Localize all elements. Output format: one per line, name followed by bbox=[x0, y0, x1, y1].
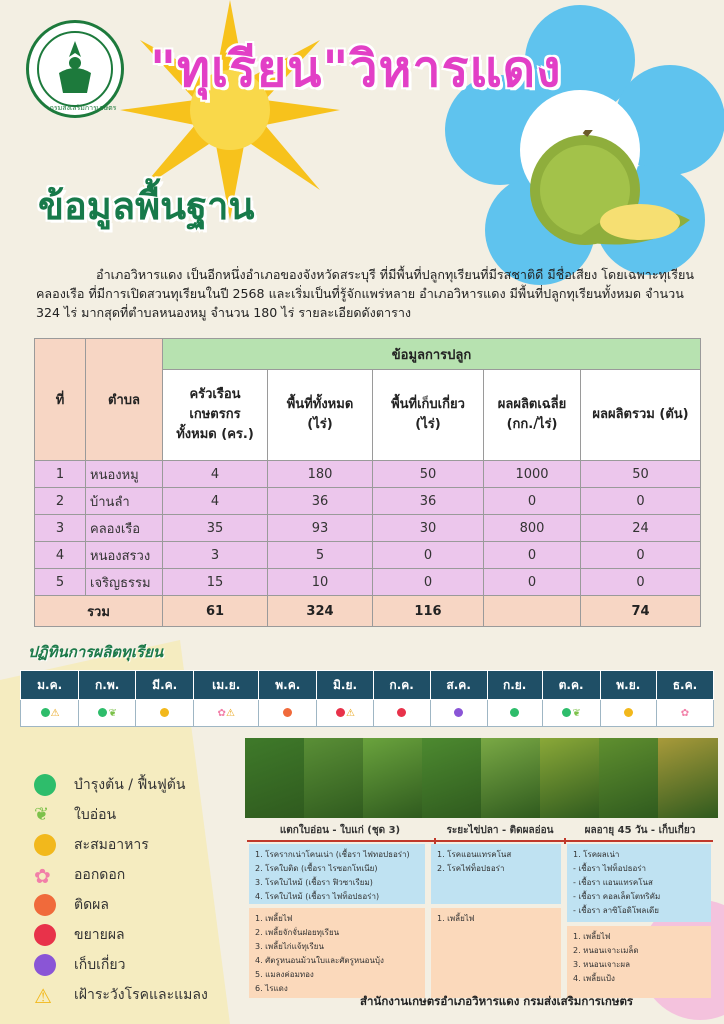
legend-item bbox=[34, 770, 244, 800]
legend-item bbox=[34, 950, 244, 980]
pests-stage1 bbox=[249, 908, 425, 998]
stage-list-item: 1. เพลี้ยไฟ bbox=[437, 914, 475, 923]
cell-tambon: คลองเรือ bbox=[86, 515, 163, 542]
legend-label: ใบอ่อน bbox=[74, 807, 117, 823]
planting-data-table bbox=[34, 338, 701, 627]
stage-dot-icon bbox=[336, 708, 345, 717]
calendar-month: พ.ย. bbox=[600, 671, 656, 700]
stage-list-item: 6. ไรแดง bbox=[255, 984, 288, 993]
red-dot-icon bbox=[34, 924, 56, 946]
durian-stage-photo bbox=[363, 738, 423, 818]
leaf-icon: ❦ bbox=[34, 804, 50, 825]
cell-harvest: 0 bbox=[373, 569, 484, 596]
cell-harvest: 30 bbox=[373, 515, 484, 542]
cell-tambon: บ้านลำ bbox=[86, 488, 163, 515]
stage-dot-icon bbox=[283, 708, 292, 717]
table-row bbox=[35, 569, 701, 596]
legend-item bbox=[34, 860, 244, 890]
cell-no: 1 bbox=[35, 461, 86, 488]
col-header-harvest: พื้นที่เก็บเกี่ยว (ไร่) bbox=[373, 370, 484, 461]
diseases-stage2 bbox=[431, 844, 561, 904]
cell-total: 0 bbox=[581, 542, 701, 569]
green-dot-icon bbox=[34, 774, 56, 796]
calendar-cell bbox=[317, 700, 373, 727]
cell-households: 4 bbox=[163, 461, 268, 488]
cell-tambon: หนองหมู bbox=[86, 461, 163, 488]
table-row bbox=[35, 488, 701, 515]
col-header-no: ที่ bbox=[35, 339, 86, 461]
stage-list-item: 2. โรคใบติด (เชื้อรา ไรซอกโทเนีย) bbox=[255, 864, 378, 873]
durian-stage-photo bbox=[304, 738, 364, 818]
flower-icon: ✿ bbox=[680, 707, 690, 719]
stage-list-item: - เชื้อรา ไฟท็อปธอร่า bbox=[573, 864, 647, 873]
stage-list-item: 1. เพลี้ยไฟ bbox=[255, 914, 293, 923]
stage-list-item: 3. หนอนเจาะผล bbox=[573, 960, 630, 969]
cell-total: 24 bbox=[581, 515, 701, 542]
durian-stage-photo bbox=[481, 738, 541, 818]
stage3-header: ผลอายุ 45 วัน - เก็บเกี่ยว bbox=[584, 824, 696, 836]
legend-label: เก็บเกี่ยว bbox=[74, 957, 126, 973]
durian-stage-photo bbox=[422, 738, 482, 818]
cell-total: 50 bbox=[581, 461, 701, 488]
durian-stage-photo bbox=[540, 738, 600, 818]
group-header: ข้อมูลการปลูก bbox=[163, 339, 701, 370]
calendar-cell bbox=[79, 700, 136, 727]
calendar-legend bbox=[34, 770, 244, 1010]
section-subtitle: ข้อมูลพื้นฐาน bbox=[38, 184, 255, 228]
stage-list-item: 1. โรคแอนแทรคโนส bbox=[437, 850, 512, 859]
cell-households: 4 bbox=[163, 488, 268, 515]
calendar-month: พ.ค. bbox=[259, 671, 317, 700]
total-area: 324 bbox=[268, 596, 373, 627]
stage-dot-icon bbox=[41, 708, 50, 717]
warning-icon: ⚠ bbox=[50, 707, 60, 719]
calendar-month: มี.ค. bbox=[136, 671, 194, 700]
warning-icon: ⚠ bbox=[346, 707, 356, 719]
stage-list-item: - เชื้อรา ลาซิโอดิโพลเดีย bbox=[573, 906, 659, 915]
diseases-stage1 bbox=[249, 844, 425, 904]
cell-tambon: หนองสรวง bbox=[86, 542, 163, 569]
page-title: "ทุเรียน"วิหารแดง bbox=[150, 40, 562, 98]
legend-item bbox=[34, 920, 244, 950]
cell-yield: 0 bbox=[484, 542, 581, 569]
calendar-month: ก.ย. bbox=[487, 671, 542, 700]
calendar-month: ส.ค. bbox=[430, 671, 487, 700]
cell-yield: 1000 bbox=[484, 461, 581, 488]
cell-tambon: เจริญธรรม bbox=[86, 569, 163, 596]
stage1-header: แตกใบอ่อน - ใบแก่ (ชุด 3) bbox=[279, 824, 401, 836]
stage-dot-icon bbox=[454, 708, 463, 717]
flower-icon: ✿ bbox=[217, 707, 226, 719]
calendar-cell bbox=[487, 700, 542, 727]
cell-no: 3 bbox=[35, 515, 86, 542]
cell-households: 3 bbox=[163, 542, 268, 569]
col-header-area: พื้นที่ทั้งหมด (ไร่) bbox=[268, 370, 373, 461]
calendar-cell bbox=[373, 700, 430, 727]
warning-icon: ⚠ bbox=[225, 707, 235, 719]
cell-yield: 800 bbox=[484, 515, 581, 542]
cell-no: 4 bbox=[35, 542, 86, 569]
calendar-cell bbox=[259, 700, 317, 727]
cell-harvest: 50 bbox=[373, 461, 484, 488]
calendar-month: ก.พ. bbox=[79, 671, 136, 700]
calendar-month: ธ.ค. bbox=[656, 671, 713, 700]
table-total-row bbox=[35, 596, 701, 627]
orange-dot-icon bbox=[34, 894, 56, 916]
cell-area: 180 bbox=[268, 461, 373, 488]
durian-stage-photo bbox=[245, 738, 305, 818]
legend-label: สะสมอาหาร bbox=[74, 837, 149, 853]
stage-list-item: - เชื้อรา แอนแทรคโนส bbox=[573, 878, 653, 887]
table-row bbox=[35, 542, 701, 569]
warning-icon: ⚠ bbox=[34, 984, 52, 1008]
cell-area: 5 bbox=[268, 542, 373, 569]
col-header-yield: ผลผลิตเฉลี่ย (กก./ไร่) bbox=[484, 370, 581, 461]
deity-icon bbox=[39, 33, 111, 105]
table-row bbox=[35, 461, 701, 488]
logo-emblem bbox=[37, 31, 113, 107]
stage-list-item: 1. โรคผลเน่า bbox=[573, 850, 620, 859]
stage-panel bbox=[245, 818, 715, 1008]
leaf-icon: ❦ bbox=[108, 707, 117, 719]
cell-harvest: 36 bbox=[373, 488, 484, 515]
stage-list-item: 2. หนอนเจาะเมล็ด bbox=[573, 946, 639, 955]
stage-dot-icon bbox=[98, 708, 107, 717]
cell-households: 35 bbox=[163, 515, 268, 542]
stage-list-item: 2. โรคไฟท็อปธอร่า bbox=[437, 864, 505, 873]
durian-stage-photo bbox=[599, 738, 659, 818]
stage-list-item: - เชื้อรา คอลเล็ตโตทริคัม bbox=[573, 892, 661, 901]
production-calendar bbox=[20, 670, 714, 727]
calendar-cell bbox=[656, 700, 713, 727]
cell-households: 15 bbox=[163, 569, 268, 596]
stage-dot-icon bbox=[510, 708, 519, 717]
legend-item bbox=[34, 890, 244, 920]
stage-list-item: 2. เพลี้ยจักจั่นฝอยทุเรียน bbox=[255, 928, 340, 937]
cell-no: 5 bbox=[35, 569, 86, 596]
stage2-header: ระยะไข่ปลา - ติดผลอ่อน bbox=[446, 824, 554, 836]
total-total: 74 bbox=[581, 596, 701, 627]
cell-no: 2 bbox=[35, 488, 86, 515]
flower-icon: ✿ bbox=[34, 864, 51, 888]
durian-stage-photos bbox=[245, 738, 715, 818]
cell-harvest: 0 bbox=[373, 542, 484, 569]
cell-yield: 0 bbox=[484, 488, 581, 515]
total-yield bbox=[484, 596, 581, 627]
legend-item bbox=[34, 980, 244, 1010]
legend-label: ขยายผล bbox=[74, 927, 125, 943]
legend-item bbox=[34, 800, 244, 830]
pests-stage3 bbox=[567, 926, 711, 998]
calendar-month: ม.ค. bbox=[21, 671, 79, 700]
col-header-tambon: ตำบล bbox=[86, 339, 163, 461]
stage-list-item: 1. โรครากเน่าโคนเน่า (เชื้อรา ไฟทอปธอร่า) bbox=[255, 850, 410, 859]
stage-list-item: 3. เพลี้ยไก่แจ้ทุเรียน bbox=[255, 942, 324, 951]
intro-paragraph bbox=[36, 265, 696, 322]
stage-list-item: 4. เพลี้ยแป้ง bbox=[573, 974, 615, 983]
calendar-title: ปฏิทินการผลิตทุเรียน bbox=[28, 643, 164, 661]
total-households: 61 bbox=[163, 596, 268, 627]
stage-list-item: 1. เพลี้ยไฟ bbox=[573, 932, 611, 941]
table-row bbox=[35, 515, 701, 542]
cell-area: 10 bbox=[268, 569, 373, 596]
leaf-icon: ❦ bbox=[572, 707, 581, 719]
calendar-month: ก.ค. bbox=[373, 671, 430, 700]
calendar-cell bbox=[136, 700, 194, 727]
stage-list-item: 5. แมลงค่อมทอง bbox=[255, 970, 314, 979]
stage-list-item: 4. โรคใบไหม้ (เชื้อรา ไฟท็อปธอร่า) bbox=[255, 892, 380, 901]
cell-area: 36 bbox=[268, 488, 373, 515]
intro-text: อำเภอวิหารแดง เป็นอีกหนึ่งอำเภอของจังหวัดสระบุรี ที่มีพื้นที่ปลูกทุเรียนที่มีรสชาติดี มีชื่อเสียง โดยเฉพาะทุเรียนคลองเรือ ที่มีการเปิดสวนทุเรียนในปี 2568 และเริ่มเป็นที่รู้จักแพร่หลาย อำเภอวิหารแดง มีพื้นที่ปลูกทุเรียนทั้งหมด จำนวน 324 ไร่ มากสุดที่ตำบลหนองหมู จำนวน 180 ไร่ รายละเอียดดังตาราง bbox=[36, 267, 694, 320]
cell-yield: 0 bbox=[484, 569, 581, 596]
stage-list-item: 4. ศัตรูหนอนม้วนใบและศัตรูหนอนบุ้ง bbox=[255, 956, 384, 965]
cell-area: 93 bbox=[268, 515, 373, 542]
purple-dot-icon bbox=[34, 954, 56, 976]
legend-label: บำรุงต้น / ฟื้นฟูต้น bbox=[74, 777, 186, 793]
cell-total: 0 bbox=[581, 569, 701, 596]
stage-dot-icon bbox=[562, 708, 571, 717]
legend-label: เฝ้าระวังโรคและแมลง bbox=[74, 987, 208, 1003]
department-logo bbox=[26, 20, 124, 118]
stage-dot-icon bbox=[397, 708, 406, 717]
stage-dot-icon bbox=[160, 708, 169, 717]
total-label: รวม bbox=[35, 596, 163, 627]
calendar-month: เม.ย. bbox=[194, 671, 259, 700]
calendar-month: ต.ค. bbox=[542, 671, 600, 700]
total-harvest: 116 bbox=[373, 596, 484, 627]
legend-label: ออกดอก bbox=[74, 867, 126, 883]
durian-illustration bbox=[515, 130, 695, 250]
calendar-cell bbox=[600, 700, 656, 727]
stage-list-item: 3. โรคใบไหม้ (เชื้อรา ฟิวซาเรียม) bbox=[255, 878, 373, 887]
durian-stage-photo bbox=[658, 738, 718, 818]
logo-text: กรมส่งเสริมการเกษตร bbox=[49, 104, 117, 112]
calendar-month: มิ.ย. bbox=[317, 671, 373, 700]
yellow-dot-icon bbox=[34, 834, 56, 856]
legend-item bbox=[34, 830, 244, 860]
calendar-cell bbox=[194, 700, 259, 727]
col-header-households: ครัวเรือน เกษตรกร ทั้งหมด (คร.) bbox=[163, 370, 268, 461]
calendar-cell bbox=[542, 700, 600, 727]
calendar-cell bbox=[21, 700, 79, 727]
stage-dot-icon bbox=[624, 708, 633, 717]
pests-stage2 bbox=[431, 908, 561, 998]
calendar-cell bbox=[430, 700, 487, 727]
footer-credit: สำนักงานเกษตรอำเภอวิหารแดง กรมส่งเสริมการเกษตร bbox=[360, 994, 634, 1008]
diseases-stage3 bbox=[567, 844, 711, 922]
cell-total: 0 bbox=[581, 488, 701, 515]
col-header-total: ผลผลิตรวม (ตัน) bbox=[581, 370, 701, 461]
legend-label: ติดผล bbox=[74, 897, 109, 913]
